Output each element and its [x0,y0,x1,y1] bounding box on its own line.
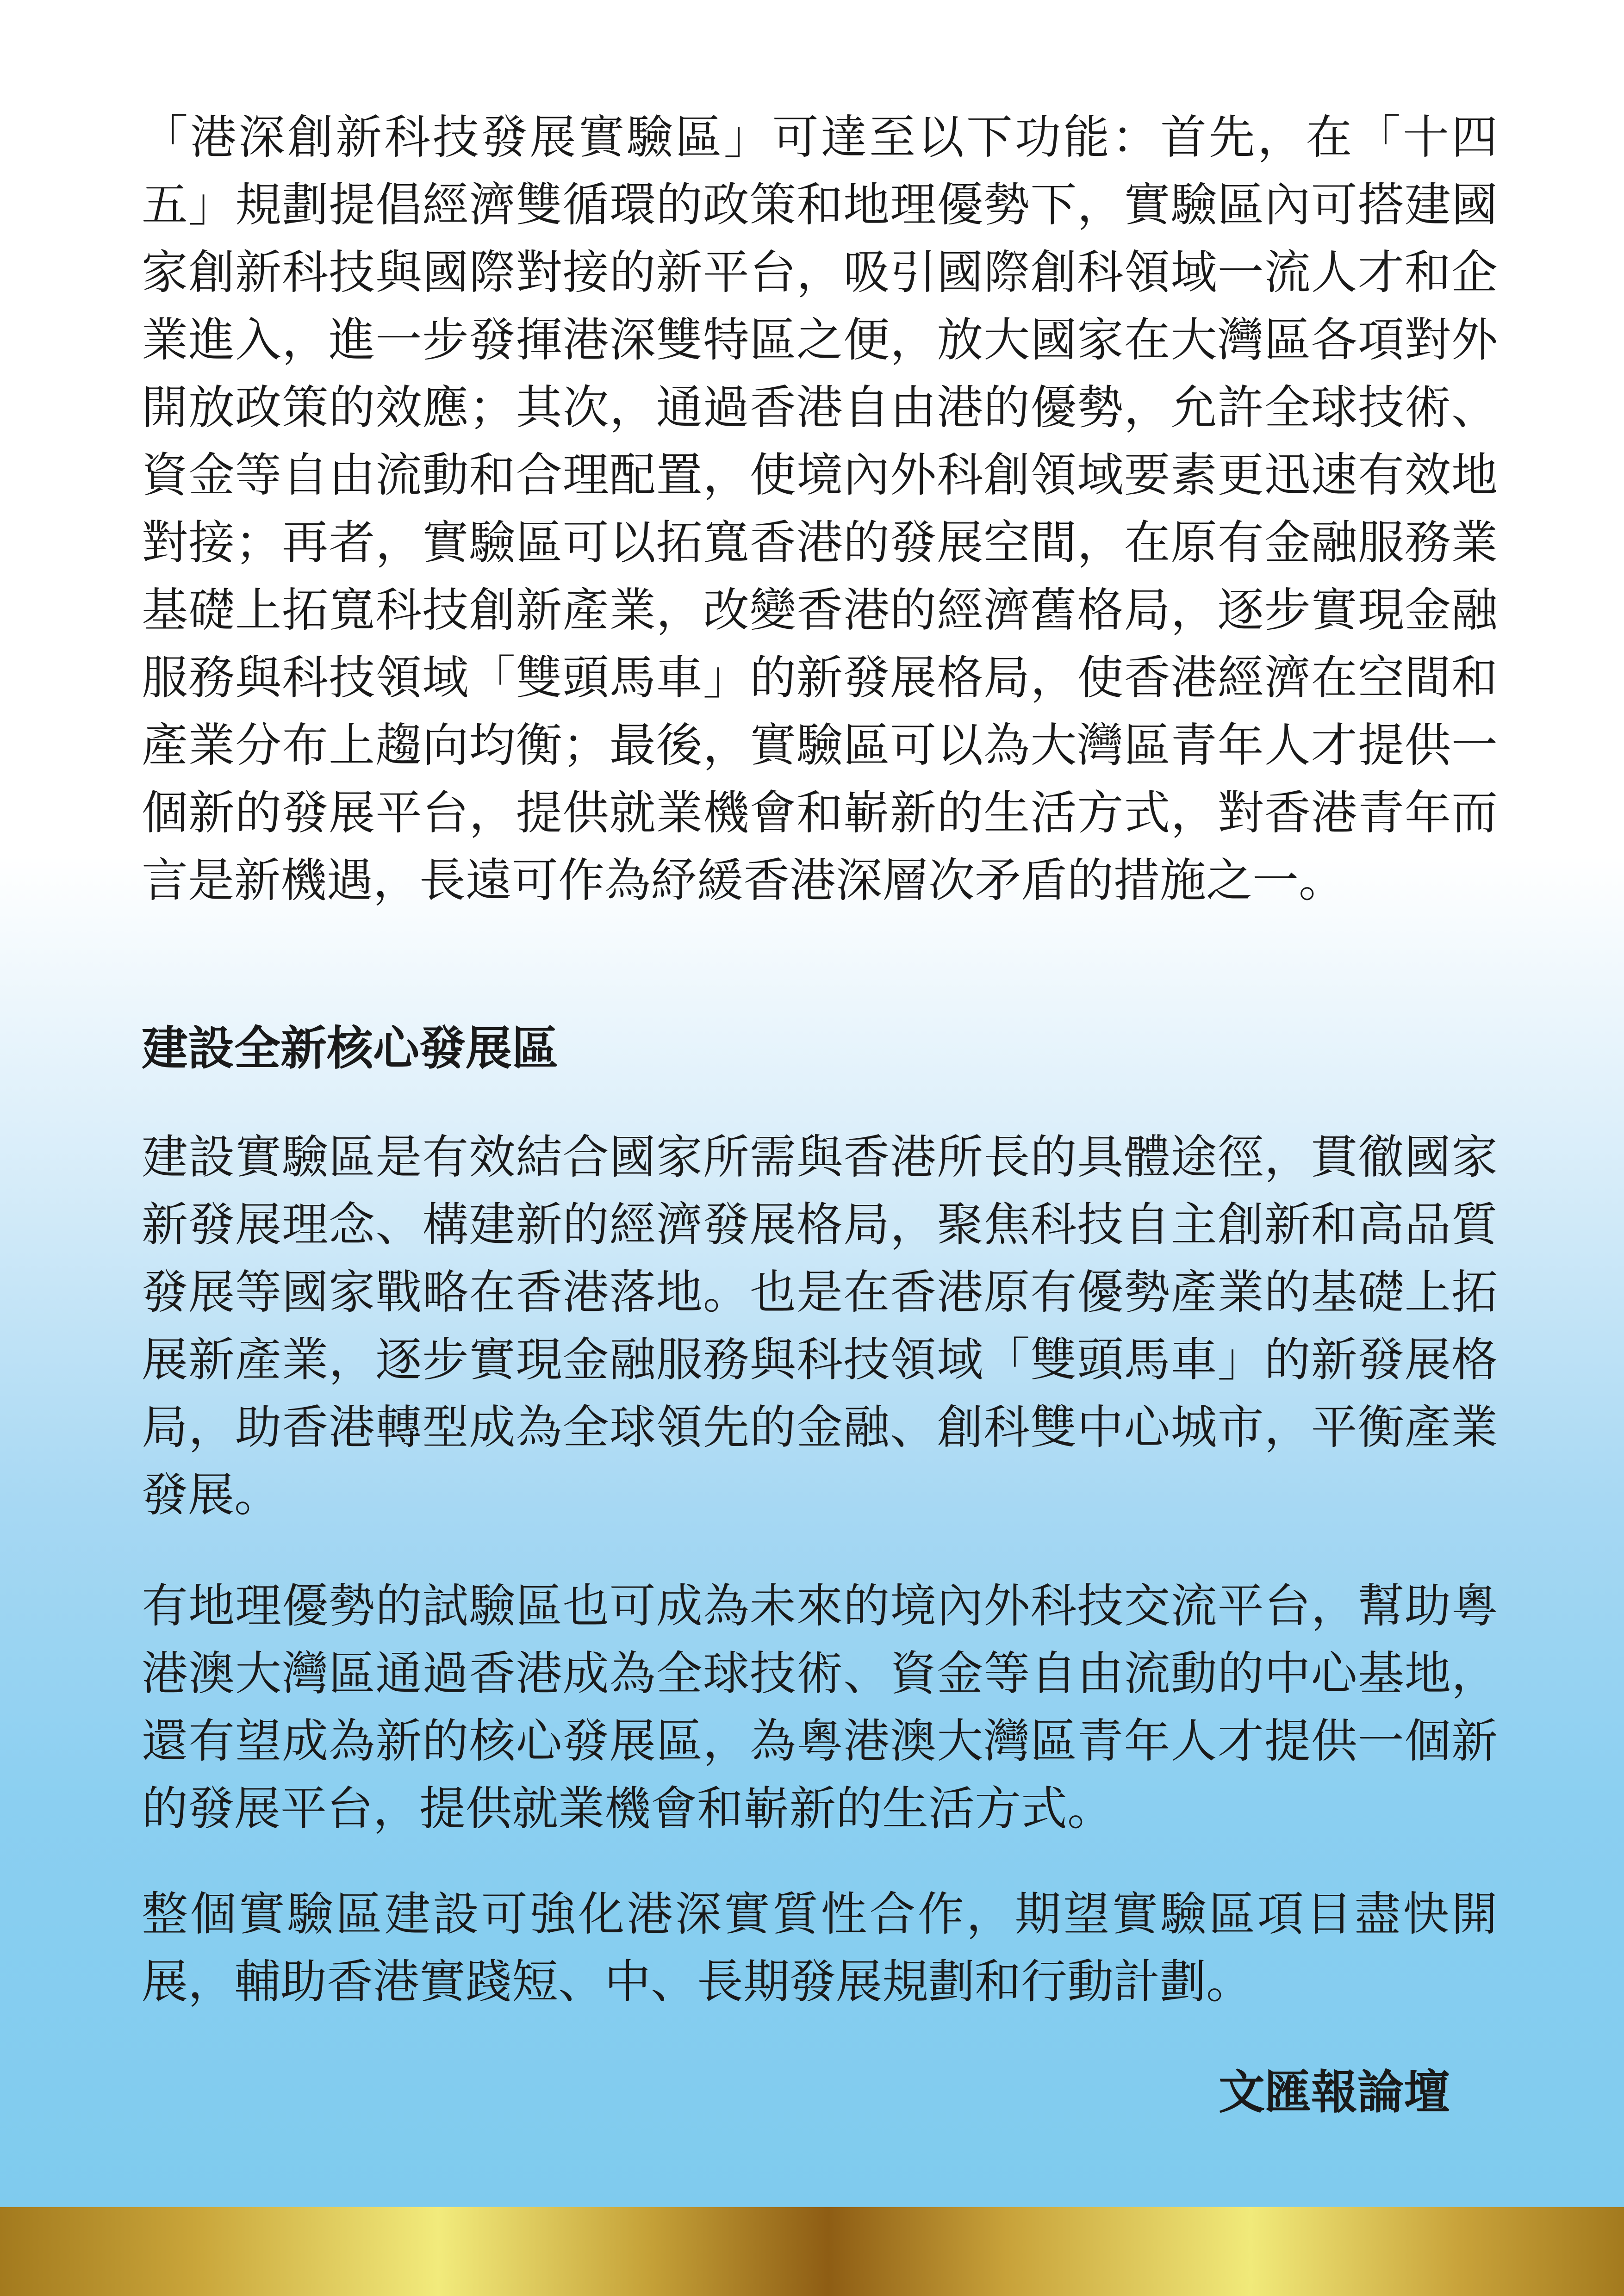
section-heading: 建設全新核心發展區 [142,1021,558,1075]
gold-footer-band [0,2207,1624,2296]
intro-paragraph: 「港深創新科技發展實驗區」可達至以下功能：首先，在「十四五」規劃提倡經濟雙循環的政策和地理優勢下，實驗區內可搭建國家創新科技與國際對接的新平台，吸引國際創科領域一流人才和企業進入，進一步發揮港深雙特區之便，放大國家在大灣區各項對外開放政策的效應；其次，通過香港自由港的優勢，允許全球技術、資金等自由流動和合理配置，使境內外科創領域要素更迅速有效地對接；再者，實驗區可以拓寬香港的發展空間，在原有金融服務業基礎上拓寬科技創新產業，改變香港的經濟舊格局，逐步實現金融服務與科技領域「雙頭馬車」的新發展格局，使香港經濟在空間和產業分布上趨向均衡；最後，實驗區可以為大灣區青年人才提供一個新的發展平台，提供就業機會和嶄新的生活方式，對香港青年而言是新機遇，長遠可作為紓緩香港深層次矛盾的措施之一。 [142,110,1498,907]
author-signature: 文匯報論壇 [1219,2065,1450,2119]
body-paragraph-4: 整個實驗區建設可強化港深實質性合作，期望實驗區項目盡快開展，輔助香港實踐短、中、長期發展規劃和行動計劃。 [142,1887,1498,2009]
body-paragraph-3: 有地理優勢的試驗區也可成為未來的境內外科技交流平台，幫助粵港澳大灣區通過香港成為全球技術、資金等自由流動的中心基地，還有望成為新的核心發展區，為粵港澳大灣區青年人才提供一個新的發展平台，提供就業機會和嶄新的生活方式。 [142,1579,1498,1836]
body-paragraph-2: 建設實驗區是有效結合國家所需與香港所長的具體途徑，貫徹國家新發展理念、構建新的經濟發展格局，聚焦科技自主創新和高品質發展等國家戰略在香港落地。也是在香港原有優勢產業的基礎上拓展新產業，逐步實現金融服務與科技領域「雙頭馬車」的新發展格局，助香港轉型成為全球領先的金融、創科雙中心城市，平衡產業發展。 [142,1130,1498,1522]
